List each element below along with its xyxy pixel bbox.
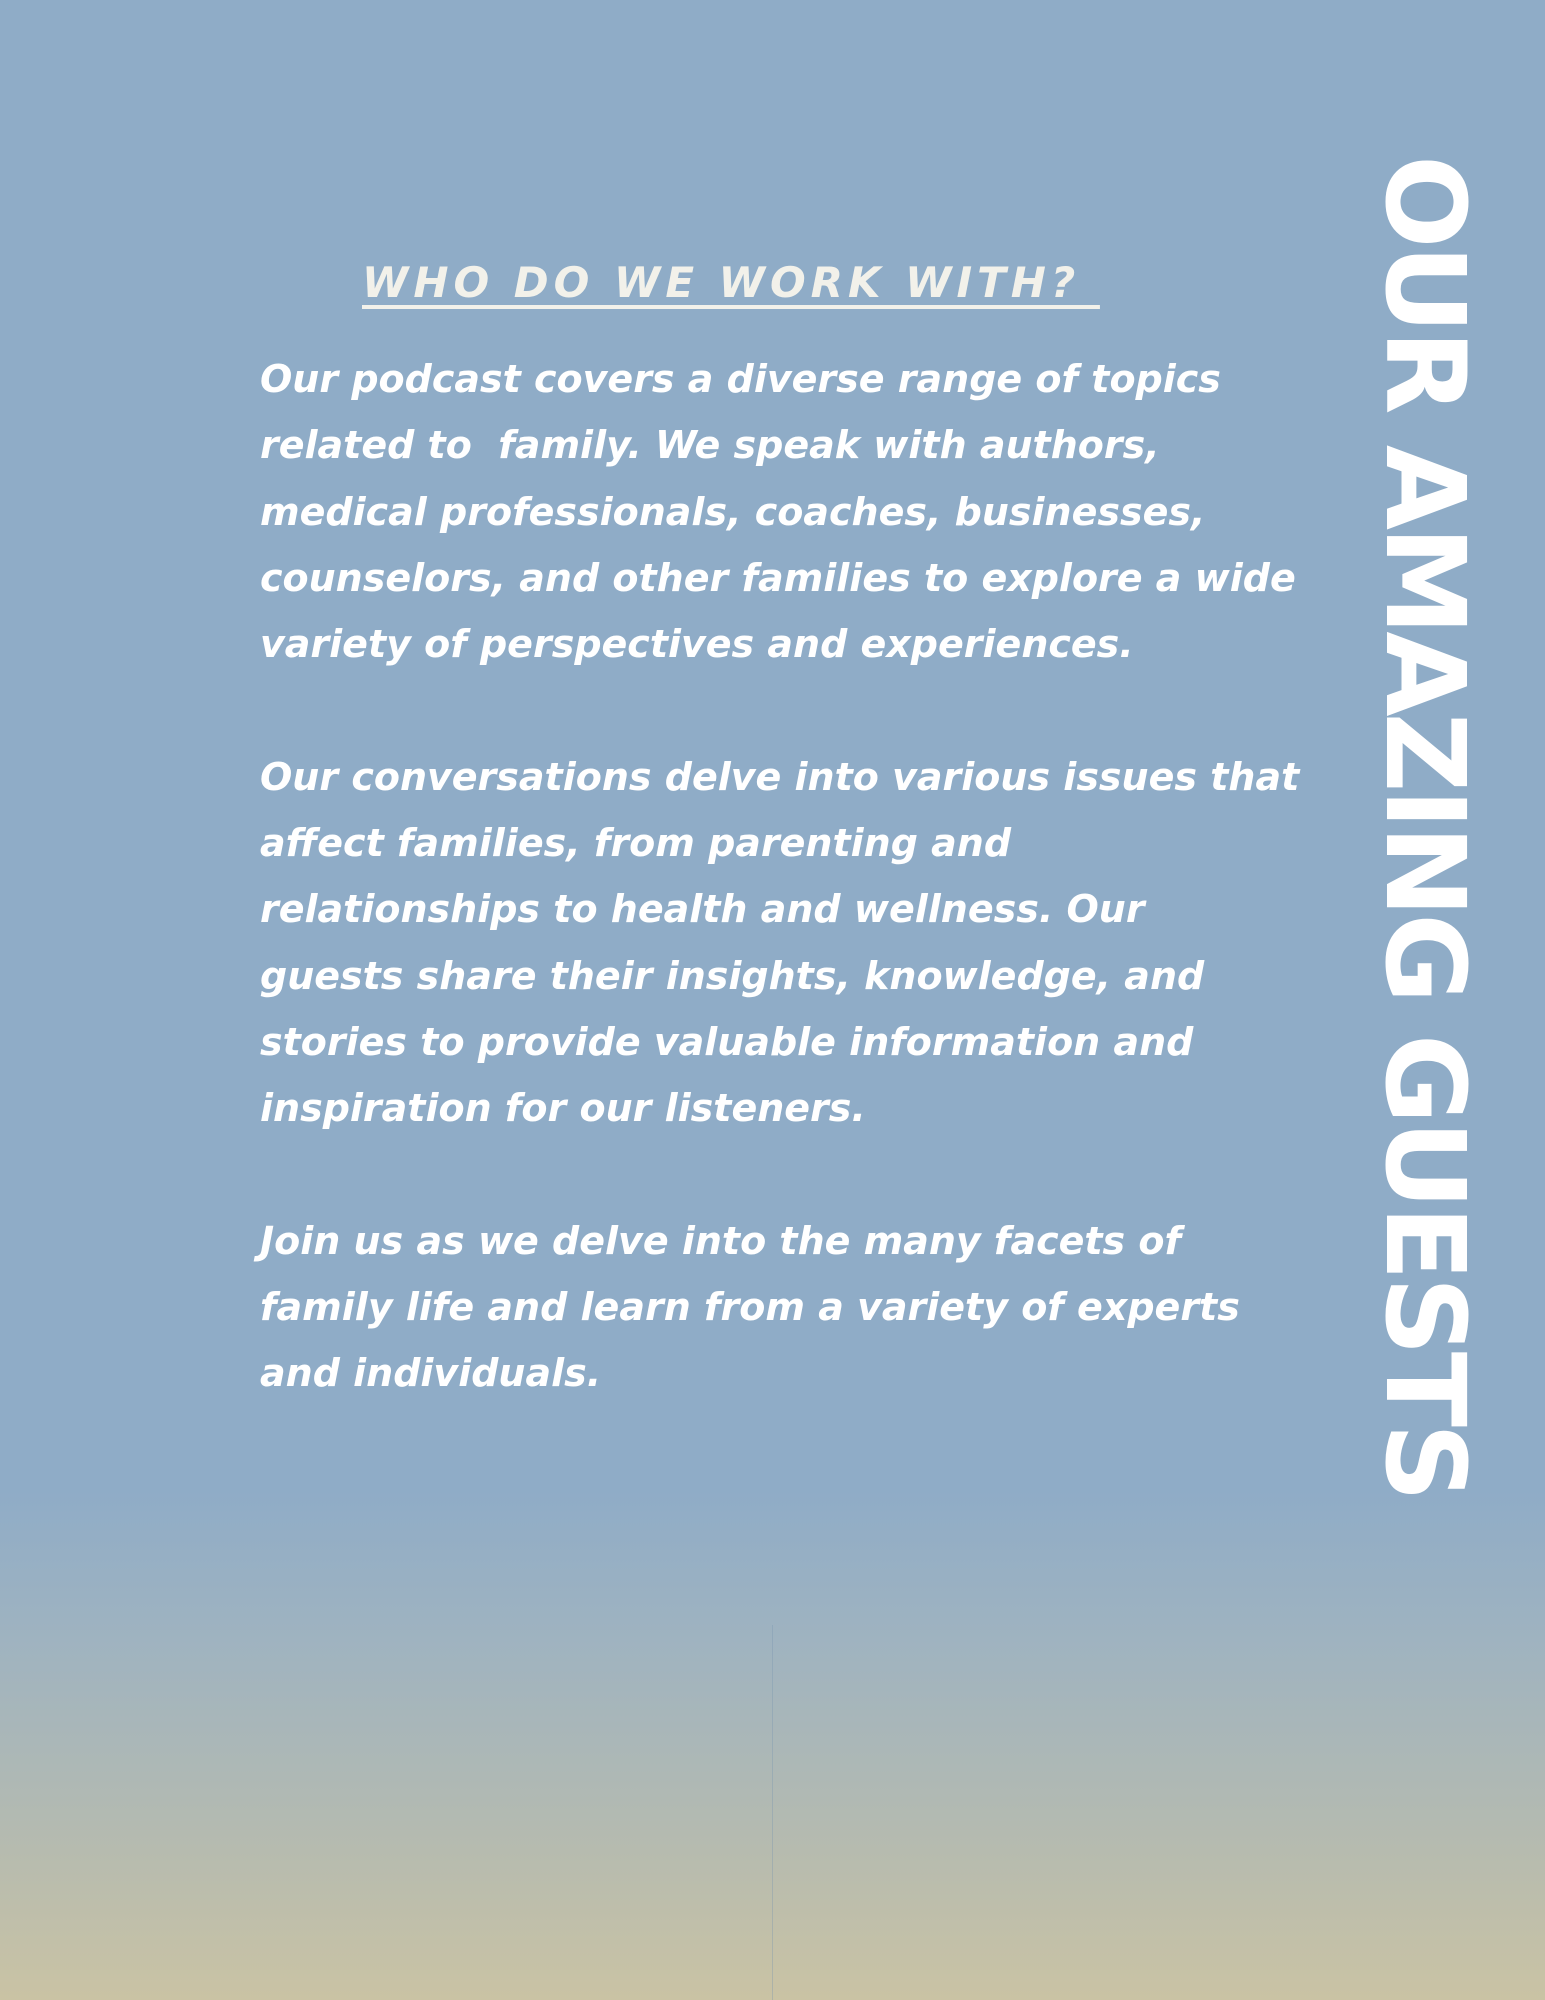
paragraph-conversations: Our conversations delve into various issues that affect families, from parenting and relationships to health and wellness. Our guests share their insights, knowledge, and stories to provide valuable information and inspiration for our listeners. <box>260 754 1313 1131</box>
paragraph-join-us: Join us as we delve into the many facets of family life and learn from a variety of experts and individuals. <box>260 1218 1254 1396</box>
section-heading: WHO DO WE WORK WITH? <box>362 258 1100 307</box>
side-title: OUR AMAZING GUESTS <box>1361 155 1489 1499</box>
body-text <box>260 346 1313 1473</box>
paragraph-intro: Our podcast covers a diverse range of topics related to family. We speak with authors, medical professionals, coaches, businesses, counselors, and other families to explore a wide variety of perspectives and experiences. <box>260 357 1310 667</box>
center-divider <box>772 1625 773 2000</box>
